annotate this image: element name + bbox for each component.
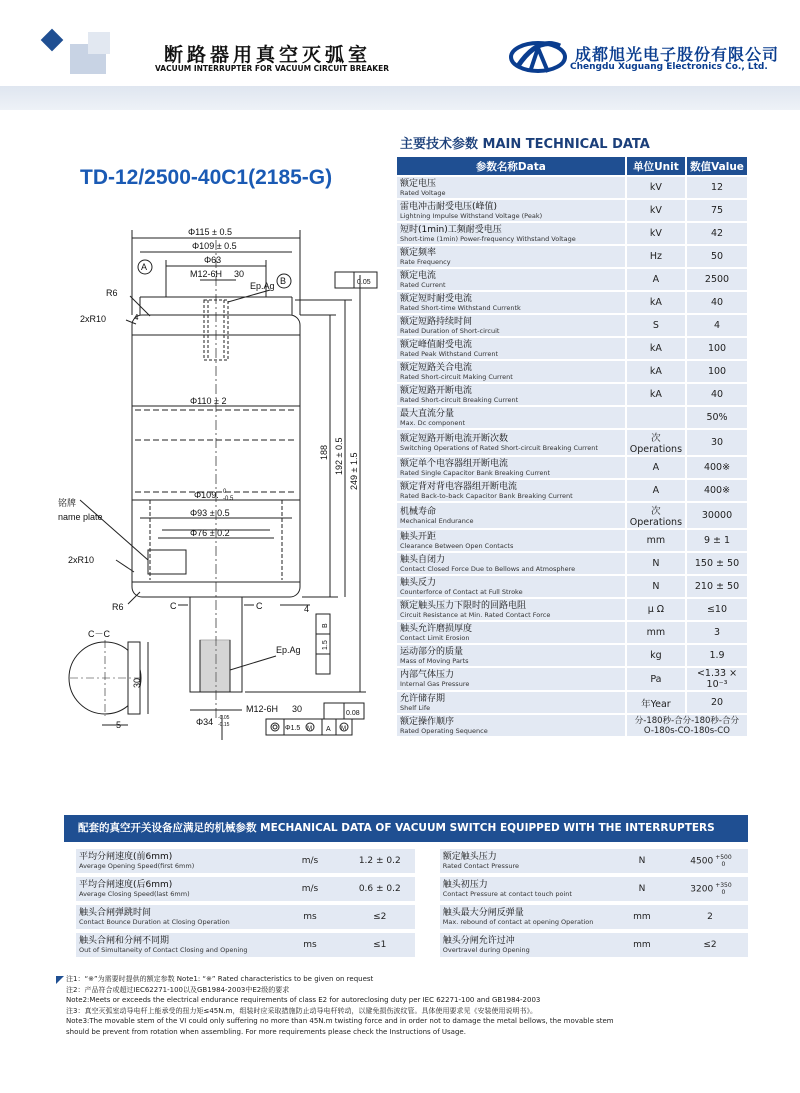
tech-table [397, 155, 749, 738]
tech-param [397, 246, 627, 267]
tech-param-en: Rated Duration of Short-circuit [400, 326, 500, 335]
tech-param-en: Max. Dc component [400, 418, 465, 427]
tech-unit: mm [627, 622, 687, 643]
tech-unit: A [627, 480, 687, 501]
tech-value: 1.9 [687, 645, 749, 666]
mech-row [76, 933, 748, 957]
tech-row [397, 223, 749, 244]
mech-param-right-cn: 触头初压力 [442, 880, 488, 890]
tech-param [397, 384, 627, 405]
tech-param [397, 430, 627, 455]
tech-param-en: Mechanical Endurance [400, 516, 474, 525]
tech-value: 42 [687, 223, 749, 244]
dim-thread-top-depth: 30 [234, 269, 245, 279]
mech-param-left [76, 849, 275, 873]
mech-value-right-lower: 0 [721, 861, 726, 868]
tech-unit: N [627, 553, 687, 574]
position-datum-a: A [326, 726, 331, 733]
tech-value: 400※ [687, 480, 749, 501]
cut-c-left: C [170, 601, 177, 611]
tech-unit: N [627, 576, 687, 597]
note-line: 注2：产品符合或超过IEC62271-100以及GB1984-2003中E2级的要求 [66, 985, 290, 994]
tech-param [397, 292, 627, 313]
mech-param-right [440, 933, 610, 957]
tech-value: 50% [687, 407, 749, 428]
tech-param [397, 715, 627, 736]
tech-row [397, 576, 749, 597]
tech-row [397, 200, 749, 221]
tech-param [397, 315, 627, 336]
mech-param-left-cn: 触头合闸弹跳时间 [79, 908, 152, 918]
tech-param [397, 668, 627, 690]
mech-param-right [440, 877, 610, 901]
dim-d34-lower: -0.15 [218, 722, 230, 728]
mech-unit-left: ms [275, 905, 345, 929]
dim-d109-upper: 0 [223, 489, 227, 495]
dim-h249: 249 ± 1.5 [349, 452, 359, 490]
tech-param [397, 407, 627, 428]
tech-param-cn: 额定短路持续时间 [400, 316, 473, 327]
tech-unit: Hz [627, 246, 687, 267]
tech-param [397, 338, 627, 359]
mech-value-right-main: ≤2 [703, 940, 717, 950]
mech-value-right-upper: +500 [715, 854, 732, 861]
mech-unit-left: m/s [275, 849, 345, 873]
tech-param-cn: 内部气体压力 [400, 670, 455, 680]
tech-row [397, 457, 749, 478]
note-marker-icon [56, 976, 64, 984]
tech-unit: kV [627, 223, 687, 244]
note-line: 注3：真空灭弧室动导电杆上能承受的扭力矩≤45N.m，组装时应采取措施防止动导电杆转动，以避免损伤波纹管。具体使用要求见《安装使用说明书》。 [66, 1006, 538, 1015]
dim-h188: 188 [319, 444, 329, 460]
tech-row [397, 177, 749, 198]
mech-row [76, 877, 748, 901]
tech-param-en: Rated Single Capacitor Bank Breaking Current [400, 468, 551, 477]
tech-param-cn: 额定峰值耐受电流 [400, 339, 473, 350]
tech-param-cn: 额定短路开断电流开断次数 [400, 433, 509, 444]
tech-row [397, 622, 749, 643]
tech-param-en: Contact Closed Force Due to Bellows and Atmosphere [400, 564, 576, 573]
dim-d34: Φ34 [196, 717, 214, 727]
tech-param-cn: 雷电冲击耐受电压(峰值) [400, 201, 498, 212]
mech-unit-left: m/s [275, 877, 345, 901]
tech-value: 40 [687, 384, 749, 405]
mech-value-right-upper: +350 [715, 882, 732, 889]
tech-section-title: 主要技术参数 MAIN TECHNICAL DATA [400, 137, 650, 152]
label-r10-top: 2xR10 [80, 314, 107, 324]
company-name-en: Chengdu Xuguang Electronics Co., Ltd. [570, 62, 768, 72]
tech-row [397, 407, 749, 428]
tech-param [397, 645, 627, 666]
tech-param-cn: 额定背对背电容器组开断电流 [400, 481, 518, 492]
mech-param-left-cn: 平均合闸速度(后6mm) [79, 880, 173, 890]
tech-row [397, 530, 749, 551]
tech-param-en: Rated Back-to-back Capacitor Bank Breaking Current [400, 491, 573, 500]
tech-value: 20 [687, 692, 749, 713]
tech-param-cn: 允许储存期 [400, 693, 446, 704]
mech-param-right-cn: 额定触头压力 [442, 852, 497, 862]
mech-param-left [76, 877, 275, 901]
tech-param-cn: 触头反力 [400, 577, 437, 588]
label-ep-ag-bottom: Ep.Ag [276, 645, 301, 655]
dim-d109-lower: -0.5 [223, 496, 234, 502]
position-tolerance: Φ1.5 [285, 725, 301, 732]
label-nameplate-en: name plate [58, 512, 103, 522]
tech-value: 75 [687, 200, 749, 221]
tech-param [397, 177, 627, 198]
dim-thread-bottom: M12-6H [246, 704, 279, 714]
datum-a: A [141, 262, 148, 272]
company-logo [508, 36, 570, 78]
dim-d93: Φ93 ± 0.5 [190, 508, 230, 518]
tech-value: 2500 [687, 269, 749, 290]
tech-row [397, 384, 749, 405]
mech-param-left-en: Out of Simultaneity of Contact Closing and Opening [79, 946, 248, 954]
header-title-cn: 断路器用真空灭弧室 [164, 44, 372, 66]
note-line: 注1：“※”为需要时提供的额定参数 Note1: “※” Rated characteristics to be given on request [66, 975, 374, 983]
mech-value-right [674, 933, 748, 957]
label-r6-top: R6 [106, 288, 118, 298]
tech-value: 9 ± 1 [687, 530, 749, 551]
tech-param [397, 361, 627, 382]
label-r10-bottom: 2xR10 [68, 555, 95, 565]
mech-value-left: ≤2 [345, 905, 415, 929]
tech-value: 400※ [687, 457, 749, 478]
mech-value-left: 0.6 ± 0.2 [345, 877, 415, 901]
header-logo-squares [30, 26, 130, 86]
tech-param-en: Rated Peak Withstand Current [400, 349, 498, 358]
mech-unit-right: mm [610, 933, 674, 957]
tech-param [397, 503, 627, 528]
tech-param [397, 553, 627, 574]
tech-unit: kg [627, 645, 687, 666]
tech-param-cn: 额定频率 [400, 247, 437, 258]
tech-row [397, 553, 749, 574]
tech-param-en: Switching Operations of Rated Short-circuit Breaking Current [400, 443, 598, 452]
tech-header-unit: 单位Unit [627, 157, 687, 175]
tech-param-cn: 触头自闭力 [400, 554, 446, 565]
tech-unit: A [627, 457, 687, 478]
mech-value-right-main: 4500 [690, 856, 714, 867]
tech-row [397, 715, 749, 736]
tech-param-en: Clearance Between Open Contacts [400, 541, 514, 550]
tech-unit: Pa [627, 668, 687, 690]
tech-param-cn: 运动部分的质量 [400, 646, 464, 657]
label-section-cc: C－C [88, 629, 110, 639]
mech-value-right [674, 905, 748, 929]
tech-row [397, 292, 749, 313]
tech-param-en: Circuit Resistance at Min. Rated Contact Force [400, 610, 551, 619]
mech-value-right-main: 3200 [690, 884, 714, 895]
mech-value-left: ≤1 [345, 933, 415, 957]
tech-value: 30000 [687, 503, 749, 528]
tech-unit: μ Ω [627, 599, 687, 620]
mech-value-right [674, 877, 748, 901]
mech-param-left-cn: 平均分闸速度(前6mm) [79, 852, 173, 862]
header-title-en: VACUUM INTERRUPTER FOR VACUUM CIRCUIT BREAKER [155, 64, 389, 73]
tech-param-en: Rated Short-circuit Making Current [400, 372, 513, 381]
tech-row [397, 503, 749, 528]
dim-h192: 192 ± 0.5 [334, 437, 344, 475]
tech-unit: 年Year [627, 692, 687, 713]
mech-param-right-en: Contact Pressure at contact touch point [442, 890, 572, 898]
tech-unit: kV [627, 200, 687, 221]
mech-param-right [440, 849, 610, 873]
tech-param-cn: 额定电压 [400, 178, 437, 189]
tech-param-cn: 短时(1min)工频耐受电压 [400, 224, 502, 235]
company-name-cn: 成都旭光电子股份有限公司 [575, 45, 780, 64]
tech-header-value: 数值Value [687, 157, 749, 175]
tech-param-cn: 额定短时耐受电流 [400, 293, 473, 304]
tech-param [397, 530, 627, 551]
tech-param-en: Shelf Life [400, 703, 431, 712]
tech-value: 4 [687, 315, 749, 336]
tech-param-en: Counterforce of Contact at Full Stroke [400, 587, 523, 596]
mech-value-right-lower: 0 [721, 889, 726, 896]
tech-param-cn: 额定单个电容器组开断电流 [400, 458, 509, 469]
tech-param-en: Rate Frequency [400, 257, 451, 266]
note-line: should be prevent from rotation when assembling. For more requirements please check the Instructions of Usage. [66, 1027, 466, 1036]
mech-param-right-en: Max. rebound of contact at opening Operation [442, 918, 594, 926]
tech-row [397, 338, 749, 359]
tech-param [397, 599, 627, 620]
position-tolerance-m: M [307, 726, 312, 732]
tech-unit: kA [627, 361, 687, 382]
tech-param-en: Contact Limit Erosion [400, 633, 470, 642]
tech-param [397, 200, 627, 221]
cut-c-right: C [256, 601, 263, 611]
dim-30: 30 [132, 677, 142, 688]
tech-row [397, 599, 749, 620]
tech-param [397, 457, 627, 478]
model-title: TD-12/2500-40C1(2185-G) [80, 166, 333, 189]
mech-param-left-en: Average Opening Speed(first 6mm) [79, 862, 195, 870]
tech-row [397, 246, 749, 267]
tech-value: 150 ± 50 [687, 553, 749, 574]
dim-4-bottom: 4 [134, 313, 139, 322]
tech-param [397, 223, 627, 244]
tech-unit: A [627, 269, 687, 290]
tech-value: ≤10 [687, 599, 749, 620]
dim-d63: Φ63 [204, 255, 222, 265]
tech-unit: 次 Operations [627, 430, 687, 455]
mech-value-left: 1.2 ± 0.2 [345, 849, 415, 873]
tech-unit: 分-180秒-合分-180秒-合分 O-180s-CO-180s-CO [627, 715, 749, 736]
mech-value-right-main: 2 [707, 912, 713, 922]
mech-param-left-en: Average Closing Speed(last 6mm) [79, 890, 190, 898]
tech-row [397, 361, 749, 382]
tech-param-en: Mass of Moving Parts [400, 656, 469, 665]
tech-param-cn: 额定电流 [400, 270, 437, 281]
dim-d34-upper: -0.05 [218, 715, 230, 721]
mech-param-right-en: Overtravel during Opening [442, 946, 530, 954]
tech-value: 50 [687, 246, 749, 267]
perpendicularity-tolerance: 1.5 [322, 640, 329, 650]
dim-body-d110: Φ110 ± 2 [190, 396, 227, 406]
mech-unit-right: mm [610, 905, 674, 929]
mech-param-right-en: Rated Contact Pressure [442, 862, 519, 870]
mech-row [76, 849, 748, 873]
tech-param [397, 576, 627, 597]
tech-unit: kA [627, 384, 687, 405]
tech-param-cn: 额定触头压力下限时的回路电阻 [400, 600, 527, 611]
mech-value-right [674, 849, 748, 873]
dim-4-top: 4 [304, 604, 310, 614]
dim-d76: Φ76 ± 0.2 [190, 528, 230, 538]
mech-param-left [76, 905, 275, 929]
tech-row [397, 269, 749, 290]
tech-value: 3 [687, 622, 749, 643]
tech-param [397, 269, 627, 290]
mech-unit-left: ms [275, 933, 345, 957]
tech-unit: mm [627, 530, 687, 551]
tech-value: 40 [687, 292, 749, 313]
dim-thread-bottom-depth: 30 [292, 704, 303, 714]
tech-value: 100 [687, 338, 749, 359]
tech-row [397, 480, 749, 501]
tech-param-cn: 触头开距 [400, 531, 437, 542]
tech-param-en: Rated Short-circuit Breaking Current [400, 395, 519, 404]
mech-param-right-cn: 触头最大分闸反弹量 [442, 908, 524, 918]
tech-param-cn: 额定操作顺序 [400, 716, 455, 727]
dim-d115: Φ115 ± 0.5 [188, 227, 232, 237]
tech-unit: kA [627, 292, 687, 313]
tech-value: 12 [687, 177, 749, 198]
tech-unit: S [627, 315, 687, 336]
tech-param [397, 480, 627, 501]
tech-row [397, 692, 749, 713]
tech-param-cn: 额定短路开断电流 [400, 385, 473, 396]
tech-value: 30 [687, 430, 749, 455]
note-line: Note2:Meets or exceeds the electrical endurance requirements of class E2 for autoreclosing duty per IEC 62271-100 and GB1984-2003 [66, 996, 541, 1004]
tech-param-cn: 最大直流分量 [400, 408, 455, 419]
mech-param-right-cn: 触头分闸允许过冲 [442, 936, 515, 946]
tech-param [397, 692, 627, 713]
mech-section-title: 配套的真空开关设备应满足的机械参数 MECHANICAL DATA OF VACUUM SWITCH EQUIPPED WITH THE INTERRUPTERS [64, 815, 748, 842]
parallelism-tolerance: 0.08 [346, 710, 360, 717]
dim-5: 5 [116, 720, 122, 730]
tech-param-en: Lightning Impulse Withstand Voltage (Peak) [400, 211, 543, 220]
tech-row [397, 668, 749, 690]
tech-value: <1.33 × 10⁻³ [687, 668, 749, 690]
tech-param-en: Rated Current [400, 280, 446, 289]
tech-param-en: Rated Operating Sequence [400, 726, 488, 735]
tech-row [397, 430, 749, 455]
tech-param [397, 622, 627, 643]
datum-b: B [280, 276, 287, 286]
header-band [0, 86, 800, 110]
notes [66, 974, 756, 1037]
mech-unit-right: N [610, 877, 674, 901]
label-nameplate-cn: 铭牌 [58, 498, 77, 508]
technical-drawing [40, 200, 390, 760]
perpendicularity-datum: B [322, 623, 329, 628]
tech-param-en: Short-time (1min) Power-frequency Withstand Voltage [400, 234, 576, 243]
tech-param-en: Rated Voltage [400, 188, 446, 197]
tech-param-en: Internal Gas Pressure [400, 680, 470, 688]
dim-d109: Φ109 ± 0.5 [192, 241, 237, 251]
tech-unit: kV [627, 177, 687, 198]
dim-thread-top: M12-6H [190, 269, 223, 279]
tech-param-cn: 触头允许磨损厚度 [400, 623, 473, 634]
note-line: Note3:The movable stem of the VI could only suffering no more than 45N.m twisting force and in order not to damage the metal bellows, the movable stem [66, 1017, 614, 1025]
tech-param-cn: 机械寿命 [400, 506, 437, 517]
mech-param-left-en: Contact Bounce Duration at Closing Operation [79, 918, 230, 926]
label-r6-bottom: R6 [112, 602, 124, 612]
tech-value: 100 [687, 361, 749, 382]
tech-param-cn: 额定短路关合电流 [400, 362, 473, 373]
dim-d109-inner: Φ109. [194, 490, 219, 500]
mech-param-left [76, 933, 275, 957]
tech-value: 210 ± 50 [687, 576, 749, 597]
tech-header-data: 参数名称Data [397, 157, 627, 175]
tech-param-en: Rated Short-time Withstand Currentk [400, 303, 521, 312]
tech-unit: 次 Operations [627, 503, 687, 528]
flatness-tolerance: 0.05 [357, 279, 371, 286]
mech-param-left-cn: 触头合闸和分闸不同期 [79, 936, 170, 946]
tech-unit [627, 407, 687, 428]
tech-row [397, 315, 749, 336]
mech-row [76, 905, 748, 929]
position-datum-m: M [341, 726, 346, 732]
mech-param-right [440, 905, 610, 929]
mech-unit-right: N [610, 849, 674, 873]
mech-table [76, 845, 748, 961]
label-ep-ag-top: Ep.Ag [250, 281, 275, 291]
tech-unit: kA [627, 338, 687, 359]
tech-row [397, 645, 749, 666]
